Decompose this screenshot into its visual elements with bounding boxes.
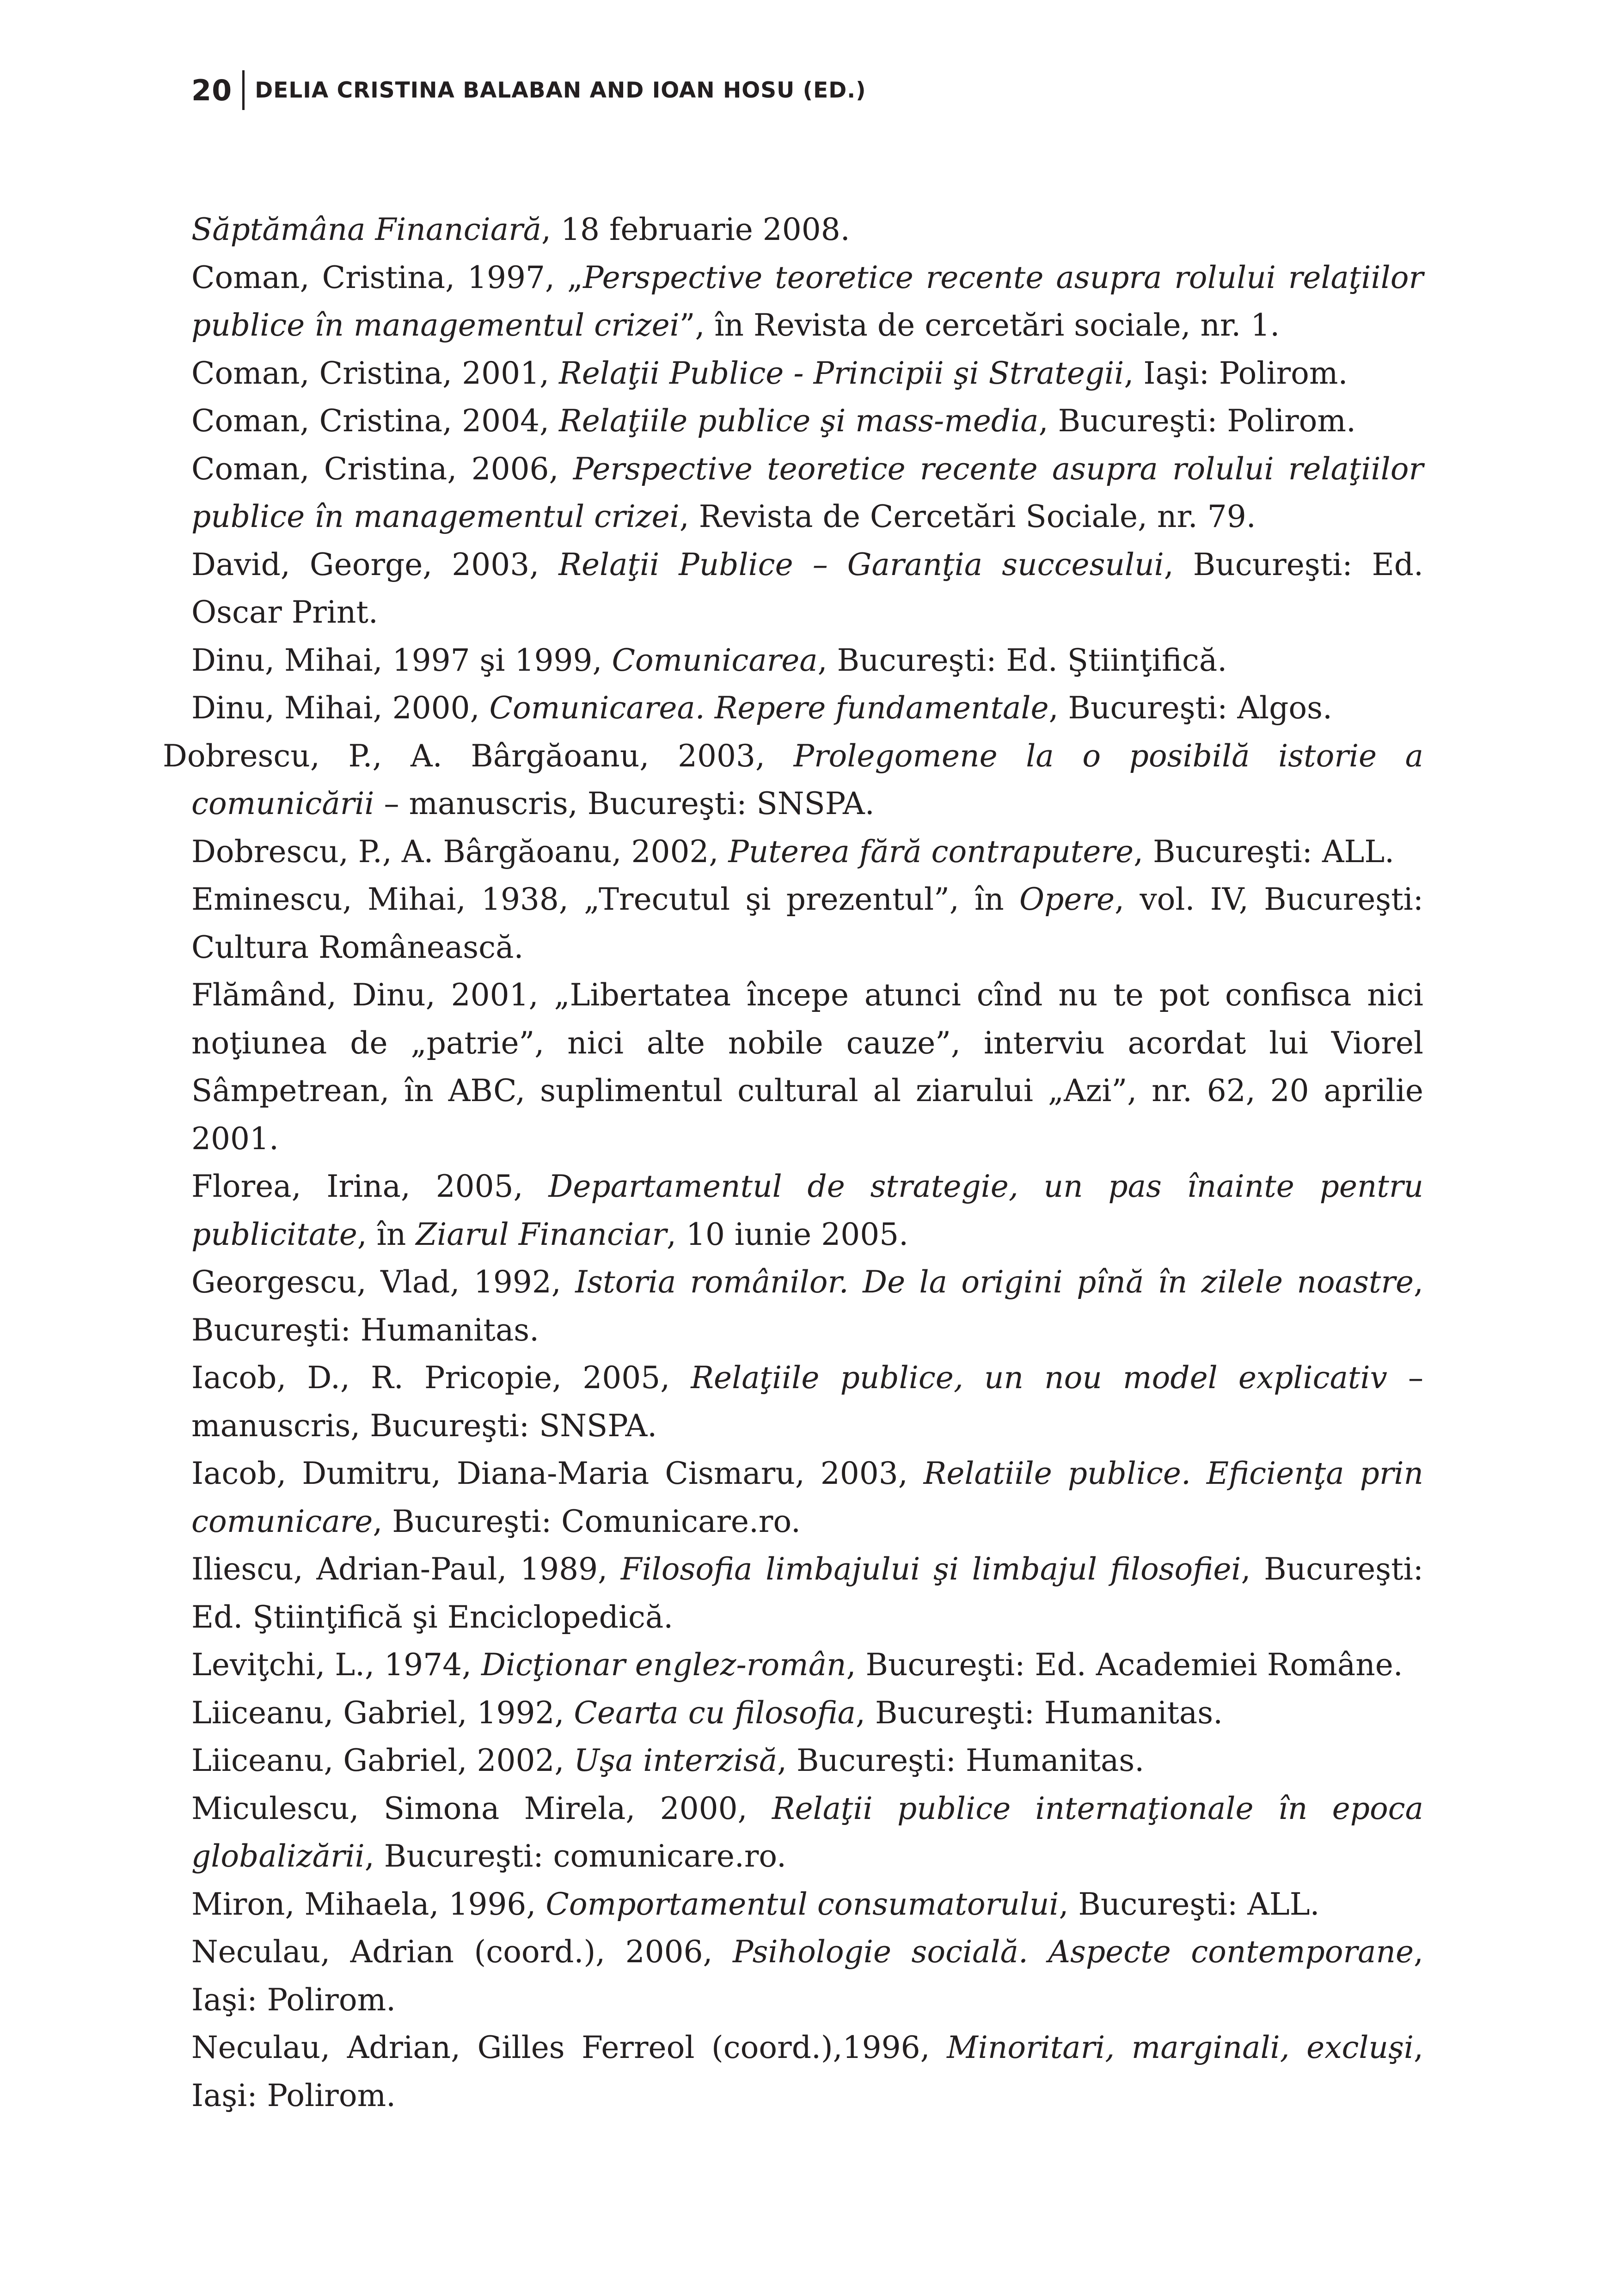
bibliography-entry [191, 206, 1423, 254]
entry-title-italic: Opere [1019, 882, 1115, 917]
bibliography-entry [191, 1928, 1423, 2024]
bibliography-entry [191, 1354, 1423, 1450]
bibliography-entry [191, 1880, 1423, 1929]
entry-text: Neculau, Adrian, Gilles Ferreol (coord.),1996, [191, 2030, 947, 2065]
bibliography-entry [191, 876, 1423, 971]
entry-title-italic: Relaţii publice internaţionale în epoca globalizării [191, 1790, 1423, 1874]
entry-text: , Bucureşti: comunicare.ro. [364, 1838, 786, 1874]
entry-title-italic: Relaţii Publice - Principii şi Strategii [559, 355, 1124, 391]
entry-text: , Bucureşti: Humanitas. [191, 1264, 1423, 1348]
bibliography-entry [191, 1737, 1423, 1785]
entry-title-italic: Relaţiile publice, un nou model explicativ [691, 1360, 1387, 1396]
entry-title-italic: Prolegomene la o posibilă istorie a comunicării [191, 738, 1423, 821]
entry-title-italic: Filosofia limbajului şi limbajul filosofiei [620, 1551, 1241, 1587]
bibliography-entry [191, 2024, 1423, 2119]
entry-text: Coman, Cristina, 1997, „ [191, 259, 583, 295]
entry-text: , Bucureşti: ALL. [1059, 1886, 1320, 1922]
page-number: 20 [191, 73, 233, 107]
entry-text: Georgescu, Vlad, 1992, [191, 1264, 576, 1300]
bibliography-entry [191, 397, 1423, 445]
bibliography-entry [191, 1450, 1423, 1545]
entry-text: , Bucureşti: Humanitas. [856, 1695, 1223, 1731]
entry-text: Miron, Mihaela, 1996, [191, 1886, 546, 1922]
entry-text: Liiceanu, Gabriel, 2002, [191, 1743, 574, 1778]
entry-text: Coman, Cristina, 2001, [191, 355, 559, 391]
entry-text: , Revista de Cercetări Sociale, nr. 79. [679, 499, 1256, 534]
entry-text: , în [357, 1216, 416, 1252]
entry-title-italic: Săptămâna Financiară [191, 212, 542, 247]
entry-text: Iliescu, Adrian-Paul, 1989, [191, 1551, 621, 1587]
bibliography-entry [191, 637, 1423, 685]
entry-text: , Bucureşti: Ed. Ştiinţifică. [817, 642, 1227, 678]
bibliography-entry [163, 732, 1423, 828]
entry-title-italic: Departamentul de strategie, un pas înainte pentru publicitate [191, 1169, 1423, 1252]
entry-text: , Bucureşti: Ed. Oscar Print. [191, 546, 1423, 630]
entry-title-italic: Relaţii Publice – Garanţia succesului [558, 546, 1164, 582]
entry-text: Dinu, Mihai, 2000, [191, 690, 490, 726]
entry-text: , Bucureşti: Algos. [1048, 690, 1332, 726]
bibliography-entry [191, 1545, 1423, 1641]
entry-title-italic: Comunicarea. Repere fundamentale [489, 690, 1049, 726]
entry-text: Eminescu, Mihai, 1938, „Trecutul şi prezentul”, în [191, 882, 1020, 917]
entry-title-italic: Psihologie socială. Aspecte contemporane [732, 1934, 1414, 1970]
bibliography-entry [191, 971, 1423, 1163]
entry-title-italic: Istoria românilor. De la origini pînă în zilele noastre [575, 1264, 1414, 1300]
bibliography-entry [191, 1689, 1423, 1737]
entry-title-italic: Comportamentul consumatorului [545, 1886, 1059, 1922]
bibliography-entry [191, 541, 1423, 637]
entry-title-italic: Comunicarea [612, 642, 818, 678]
bibliography-list [163, 206, 1423, 2119]
entry-title-italic: Minoritari, marginali, excluşi [947, 2030, 1414, 2065]
header-divider [242, 70, 245, 110]
entry-text: Dinu, Mihai, 1997 şi 1999, [191, 642, 612, 678]
entry-text: Dobrescu, P., A. Bârgăoanu, 2002, [191, 833, 729, 869]
entry-title-italic: Relaţiile publice şi mass-media [559, 403, 1039, 439]
entry-text: Iacob, D., R. Pricopie, 2005, [191, 1360, 691, 1396]
entry-text: , Iaşi: Polirom. [191, 2030, 1423, 2113]
entry-text: Flămând, Dinu, 2001, „Libertatea începe atunci cînd nu te pot confisca nici noţiunea de „patrie”, nici alte nobile cauze”, interviu acordat lui Viorel Sâmpetrean, în ABC, suplimentul cultural al ziarului „Azi”, nr. 62, 20 aprilie 2001. [191, 977, 1423, 1157]
entry-title-italic: Perspective teoretice recente asupra rolului relaţiilor publice în managementul crizei [191, 451, 1423, 534]
entry-title-italic: Uşa interzisă [574, 1743, 778, 1778]
entry-title-italic: Puterea fără contraputere [728, 833, 1134, 869]
running-head [191, 69, 866, 111]
entry-text: , Bucureşti: ALL. [1134, 833, 1395, 869]
bibliography-entry [191, 1258, 1423, 1354]
entry-text: Coman, Cristina, 2004, [191, 403, 559, 439]
entry-text: – manuscris, Bucureşti: SNSPA. [191, 1360, 1423, 1444]
entry-text: Neculau, Adrian (coord.), 2006, [191, 1934, 733, 1970]
entry-title-italic: Ziarul Financiar [416, 1216, 667, 1252]
bibliography-entry [191, 1641, 1423, 1689]
entry-text: Leviţchi, L., 1974, [191, 1647, 482, 1683]
entry-text: Miculescu, Simona Mirela, 2000, [191, 1790, 772, 1826]
entry-text: – manuscris, Bucureşti: SNSPA. [374, 786, 875, 821]
entry-text: Coman, Cristina, 2006, [191, 451, 573, 487]
entry-text: , Bucureşti: Humanitas. [777, 1743, 1145, 1778]
bibliography-entry [191, 684, 1423, 732]
entry-title-italic: Perspective teoretice recente asupra rolului relaţiilor publice în managementul crizei [191, 259, 1423, 343]
entry-text: , Iaşi: Polirom. [191, 1934, 1423, 2018]
bibliography-entry [191, 445, 1423, 541]
entry-text: Florea, Irina, 2005, [191, 1169, 549, 1204]
entry-text: , 18 februarie 2008. [541, 212, 850, 247]
entry-text: , Bucureşti: Polirom. [1038, 403, 1356, 439]
entry-text: Dobrescu, P., A. Bârgăoanu, 2003, [163, 738, 794, 774]
entry-text: , Bucureşti: Ed. Academiei Române. [846, 1647, 1403, 1683]
bibliography-entry [191, 1785, 1423, 1880]
bibliography-entry [191, 349, 1423, 398]
entry-text: , vol. IV, Bucureşti: Cultura Românească. [191, 882, 1423, 965]
entry-text: David, George, 2003, [191, 546, 559, 582]
entry-text: , Bucureşti: Ed. Ştiinţifică şi Enciclopedică. [191, 1551, 1423, 1635]
bibliography-entry [191, 828, 1423, 876]
entry-text: ”, în Revista de cercetări sociale, nr. 1. [679, 307, 1280, 343]
entry-text: , Bucureşti: Comunicare.ro. [373, 1503, 801, 1539]
running-title: DELIA CRISTINA BALABAN AND IOAN HOSU (ED.) [255, 77, 866, 103]
entry-text: Liiceanu, Gabriel, 1992, [191, 1695, 574, 1731]
entry-text: , 10 iunie 2005. [667, 1216, 909, 1252]
entry-title-italic: Cearta cu filosofia [574, 1695, 856, 1731]
bibliography-entry [191, 1163, 1423, 1258]
entry-title-italic: Relatiile publice. Eficienţa prin comunicare [191, 1456, 1423, 1539]
bibliography-entry [191, 254, 1423, 349]
entry-text: , Iaşi: Polirom. [1124, 355, 1348, 391]
entry-title-italic: Dicţionar englez-român [481, 1647, 846, 1683]
entry-text: Iacob, Dumitru, Diana-Maria Cismaru, 2003, [191, 1456, 924, 1491]
